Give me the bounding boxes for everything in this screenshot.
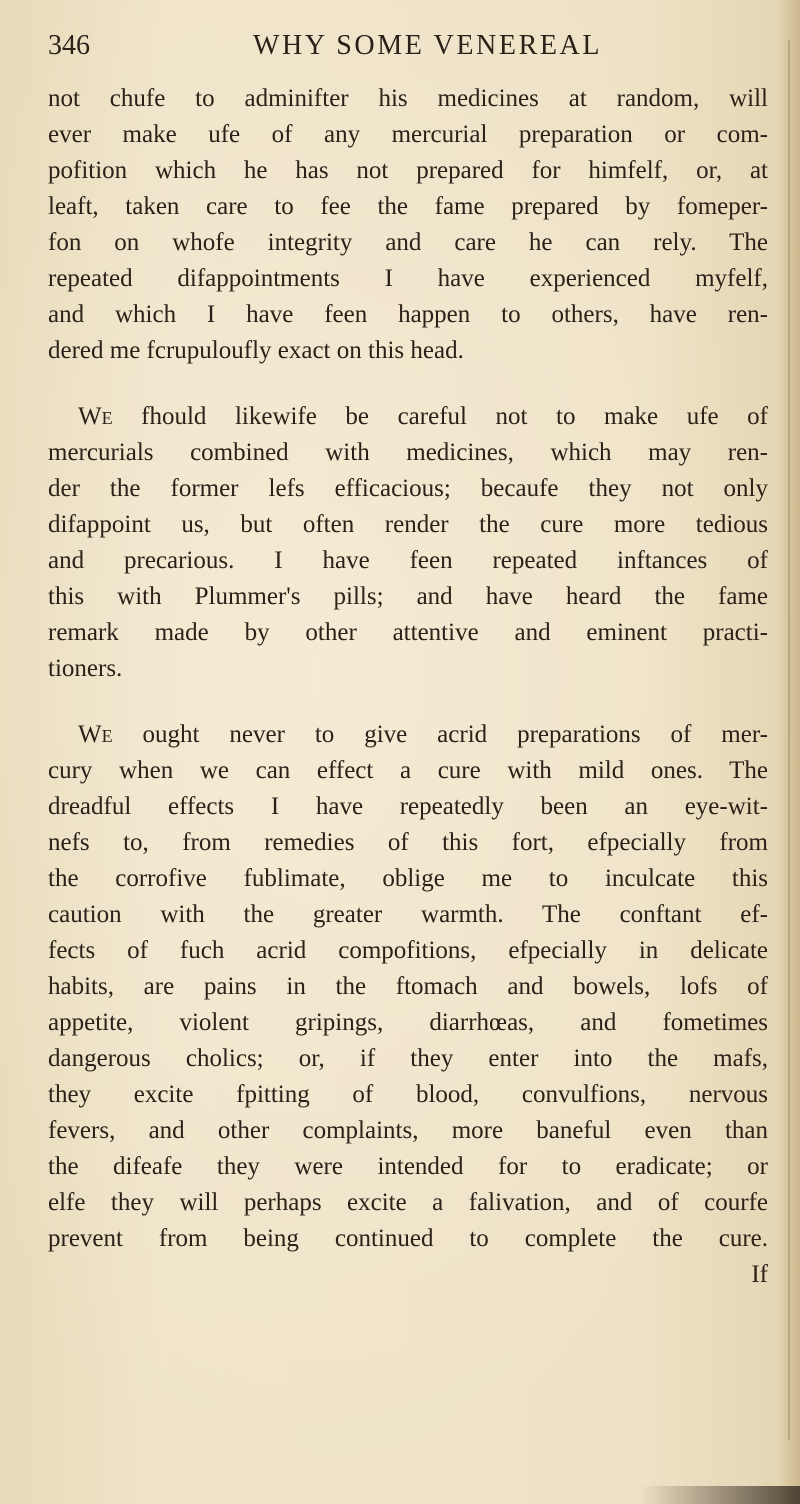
text-line: fevers, and other complaints, more baneful even than (48, 1117, 768, 1144)
text-line: dangerous cholics; or, if they enter into the mafs, (48, 1045, 768, 1072)
text-line: repeated difappointments I have experienced myfelf, (48, 265, 768, 292)
text-line: dered me fcrupuloufly exact on this head. (48, 337, 464, 364)
text-line: this with Plummer's pills; and have heard the fame (48, 583, 768, 610)
text-line: remark made by other attentive and eminent practi- (48, 619, 768, 646)
text-line: nefs to, from remedies of this fort, efpecially from (48, 829, 768, 856)
text-line-rest: fhould likewife be careful not to make ufe of (112, 403, 768, 430)
text-line: difappoint us, but often render the cure more tedious (48, 511, 768, 538)
page-number: 346 (48, 30, 90, 61)
running-head: WHY SOME VENEREAL (253, 30, 603, 61)
text-line: appetite, violent gripings, diarrhœas, and fometimes (48, 1009, 768, 1036)
text-line: prevent from being continued to complete the cure. (48, 1225, 768, 1252)
text-line: mercurials combined with medicines, which may ren- (48, 439, 768, 466)
text-line: the difeafe they were intended for to eradicate; or (48, 1153, 768, 1180)
text-line: pofition which he has not prepared for himfelf, or, at (48, 157, 768, 184)
text-line: cury when we can effect a cure with mild ones. The (48, 757, 768, 784)
text-line: the corrofive fublimate, oblige me to inculcate this (48, 865, 768, 892)
text-line: leaft, taken care to fee the fame prepared by fomeper- (48, 193, 768, 220)
text-line: habits, are pains in the ftomach and bowels, lofs of (48, 973, 768, 1000)
text-line: and precarious. I have feen repeated inftances of (48, 547, 768, 574)
text-line (48, 399, 768, 435)
paragraph (48, 81, 768, 369)
page-edge-line (788, 40, 790, 1440)
text-line: and which I have feen happen to others, have ren- (48, 301, 768, 328)
text-line: caution with the greater warmth. The conftant ef- (48, 901, 768, 928)
text-line: dreadful effects I have repeatedly been an eye-wit- (48, 793, 768, 820)
text-line: they excite fpitting of blood, convulfions, nervous (48, 1081, 768, 1108)
text-line: fects of fuch acrid compofitions, efpecially in delicate (48, 937, 768, 964)
page-corner-shadow (640, 1486, 800, 1504)
text-line-rest: ought never to give acrid preparations of mer- (112, 721, 768, 748)
text-line (48, 717, 768, 753)
text-line: elfe they will perhaps excite a falivation, and of courfe (48, 1189, 768, 1216)
text-line: der the former lefs efficacious; becaufe they not only (48, 475, 768, 502)
paragraph-lead: We (78, 721, 113, 748)
text-line: tioners. (48, 655, 123, 682)
paragraph (48, 717, 768, 1257)
catchword: If (751, 1261, 768, 1288)
paragraph-lead: We (78, 403, 113, 430)
body-text (48, 81, 768, 1293)
text-line: ever make ufe of any mercurial preparation or com- (48, 121, 768, 148)
paragraph (48, 399, 768, 687)
text-line: fon on whofe integrity and care he can rely. The (48, 229, 768, 256)
text-line: not chufe to adminifter his medicines at random, will (48, 85, 768, 112)
